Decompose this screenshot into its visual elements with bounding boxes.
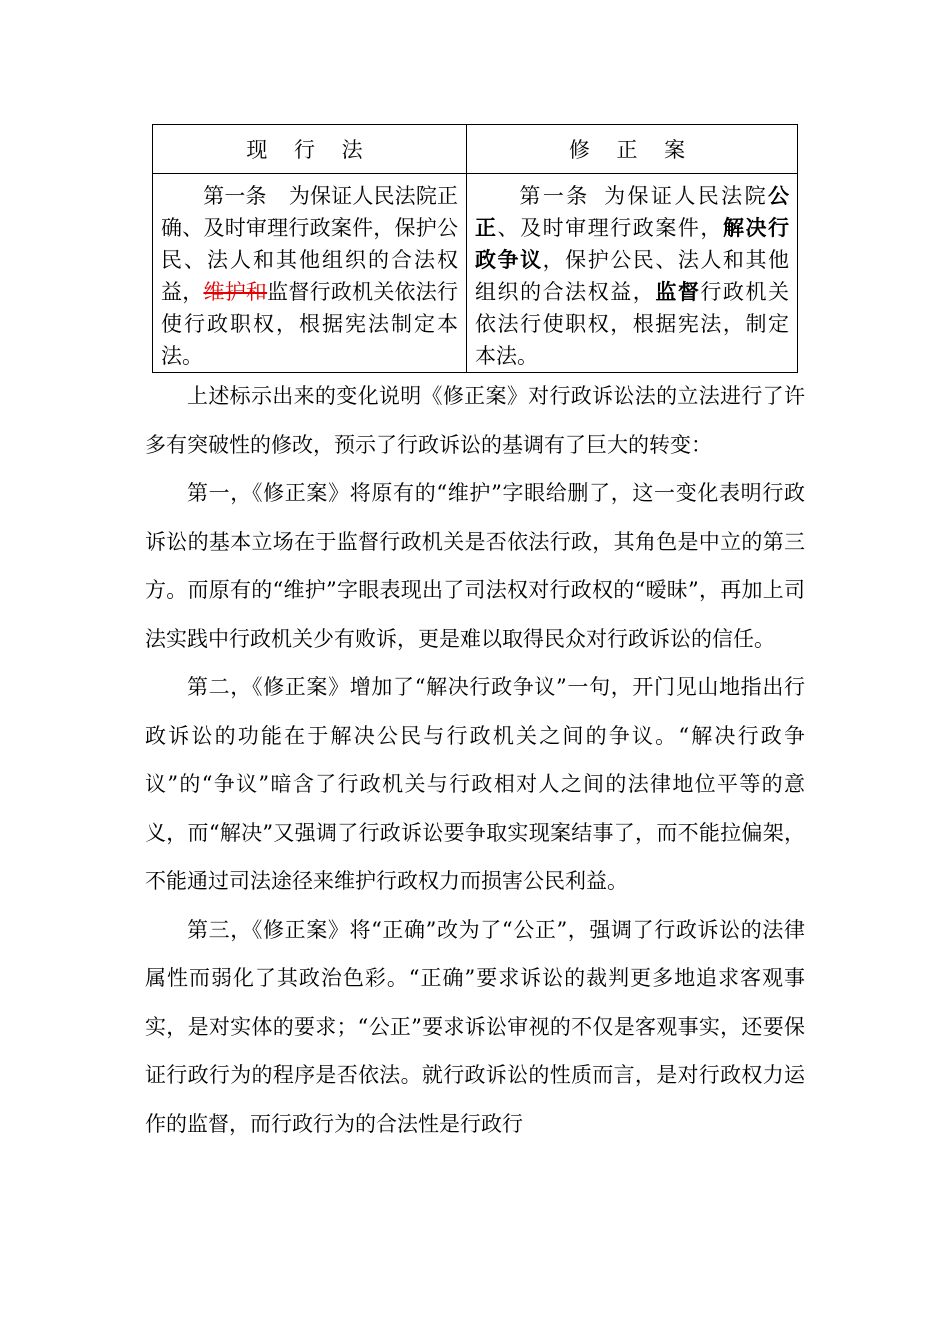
table-row: [153, 174, 798, 373]
amendment-text-2: 、及时审理行政案件，: [497, 216, 723, 240]
current-law-text-1: 为保证人民法院正确、及时审理行政案件，保护公民、法人和其他组织的合法权益，: [161, 184, 459, 304]
paragraph-first-point: 第一，《修正案》将原有的“维护”字眼给删了，这一变化表明行政诉讼的基本立场在于监督行政机关是否依法行政，其角色是中立的第三方。而原有的“维护”字眼表现出了司法权对行政权的“暧昧”，再加上司法实践中行政机关少有败诉，更是难以取得民众对行政诉讼的信任。: [145, 481, 805, 651]
current-law-cell: [153, 174, 467, 373]
header-current-law: 现 行 法: [153, 125, 467, 174]
amendment-text-1: 为保证人民法院: [601, 184, 769, 208]
added-text-fair: 公正: [475, 183, 790, 240]
amendment-cell: [467, 174, 798, 373]
table-header-row: [153, 125, 798, 174]
paragraph-intro: 上述标示出来的变化说明《修正案》对行政诉讼法的立法进行了许多有突破性的修改，预示了行政诉讼的基调有了巨大的转变：: [145, 384, 805, 457]
current-law-text-2: 监督行政机关依法行使行政职权，根据宪法制定本法。: [161, 280, 459, 368]
deleted-text: 维护和: [203, 280, 268, 304]
article-number: 第一条: [203, 184, 267, 208]
header-amendment: 修 正 案: [467, 125, 798, 174]
paragraph-third-point: 第三，《修正案》将“正确”改为了“公正”，强调了行政诉讼的法律属性而弱化了其政治色彩。“正确”要求诉讼的裁判更多地追求客观事实，是对实体的要求；“公正”要求诉讼审视的不仅是客观事实，还要保证行政行为的程序是否依法。就行政诉讼的性质而言，是对行政权力运作的监督，而行政行为的合法性是行政行: [145, 917, 805, 1136]
amendment-text-3: ，保护公民、法人和其他组织的合法权益，: [475, 248, 790, 304]
added-text-supervise: 监督: [655, 279, 701, 304]
article-number: 第一条: [517, 184, 590, 208]
comparison-table: [152, 124, 798, 373]
paragraph-second-point: 第二，《修正案》增加了“解决行政争议”一句，开门见山地指出行政诉讼的功能在于解决公民与行政机关之间的争议。“解决行政争议”的“争议”暗含了行政机关与行政相对人之间的法律地位平等的意义，而“解决”又强调了行政诉讼要争取实现案结事了，而不能拉偏架，不能通过司法途径来维护行政权力而损害公民利益。: [145, 675, 805, 893]
amendment-text-4: 行政机关依法行使职权，根据宪法，制定本法。: [475, 280, 790, 368]
body-text: [145, 372, 805, 1148]
added-text-resolve-disputes: 解决行政争议: [475, 215, 790, 272]
